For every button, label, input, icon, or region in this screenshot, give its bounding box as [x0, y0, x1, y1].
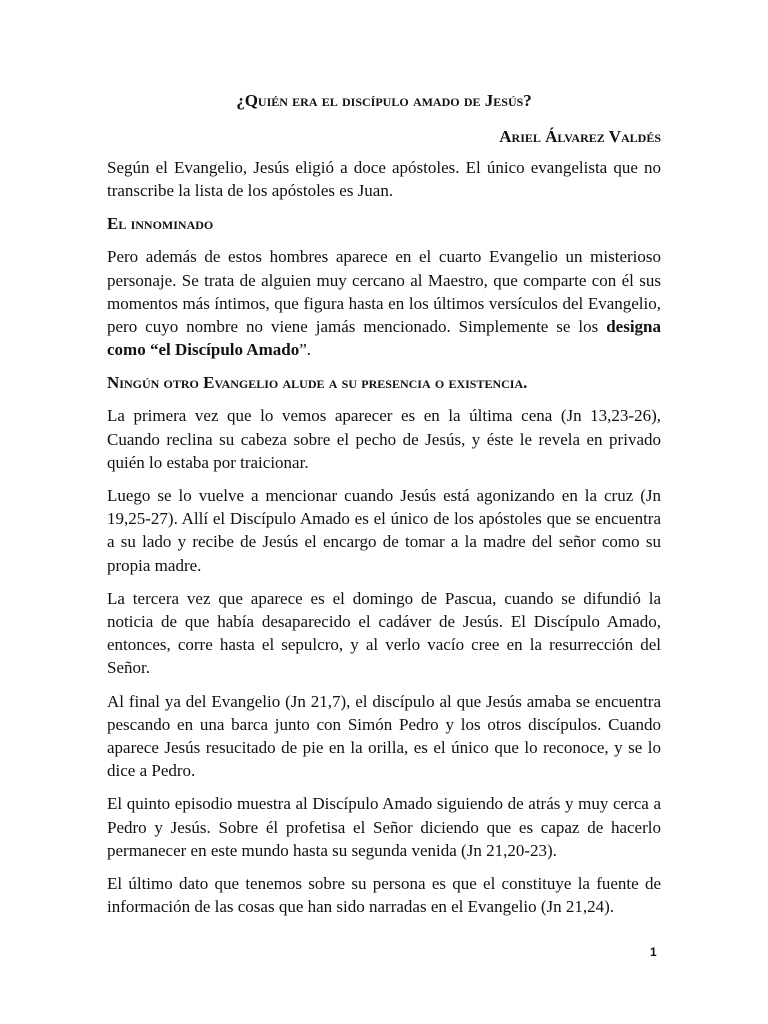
section1-paragraph	[107, 245, 661, 361]
body-paragraph: El quinto episodio muestra al Discípulo Amado siguiendo de atrás y muy cerca a Pedro y Jesús. Sobre él profetisa el Señor diciendo que es capaz de hacerlo permanecer en este mundo hasta su segunda venida (Jn 21,20-23).	[107, 794, 661, 860]
intro-paragraph: Según el Evangelio, Jesús eligió a doce apóstoles. El único evangelista que no transcribe la lista de los apóstoles es Juan.	[107, 158, 661, 201]
body-paragraph: La tercera vez que aparece es el domingo de Pascua, cuando se difundió la noticia de que había desaparecido el cadáver de Jesús. El Discípulo Amado, entonces, corre hasta el sepulcro, y al verlo vacío cree en la resurrección del Señor.	[107, 588, 661, 678]
document-page	[107, 90, 661, 928]
document-title: ¿Quién era el discípulo amado de Jesús?	[236, 91, 532, 110]
body-paragraph: Luego se lo vuelve a mencionar cuando Jesús está agonizando en la cruz (Jn 19,25-27). Allí el Discípulo Amado es el único de los apóstoles que se encuentra a su lado y recibe de Jesús el encargo de tomar a la madre del señor como su propia madre.	[107, 486, 661, 575]
body-paragraph: El último dato que tenemos sobre su persona es que el constituye la fuente de información de las cosas que han sido narradas en el Evangelio (Jn 21,24).	[107, 874, 661, 917]
body-paragraph: La primera vez que lo vemos aparecer es en la última cena (Jn 13,23-26), Cuando reclina su cabeza sobre el pecho de Jesús, y éste le revela en privado quién lo estaba por traicionar.	[107, 406, 661, 472]
document-author: Ariel Álvarez Valdés	[499, 127, 661, 146]
section-heading-ningun-otro: Ningún otro Evangelio alude a su presencia o existencia.	[107, 373, 528, 393]
section1-paragraph-text: Pero además de estos hombres aparece en el cuarto Evangelio un misterioso personaje. Se trata de alguien muy cercano al Maestro, que comparte con él sus momentos más íntimos, que figura hasta en los últimos versículos del Evangelio, pero cuyo nombre no viene jamás mencionado. Simplemente se los	[107, 247, 661, 337]
section1-paragraph-bold: designa como “el Discípulo Amado	[107, 317, 661, 360]
page-number: 1	[650, 945, 657, 959]
section1-paragraph-end: ”.	[299, 340, 311, 360]
body-paragraph: Al final ya del Evangelio (Jn 21,7), el discípulo al que Jesús amaba se encuentra pescando en una barca junto con Simón Pedro y los otros discípulos. Cuando aparece Jesús resucitado de pie en la orilla, es el único que lo reconoce, y se lo dice a Pedro.	[107, 691, 661, 781]
section-heading-innominado: El innominado	[107, 214, 214, 234]
